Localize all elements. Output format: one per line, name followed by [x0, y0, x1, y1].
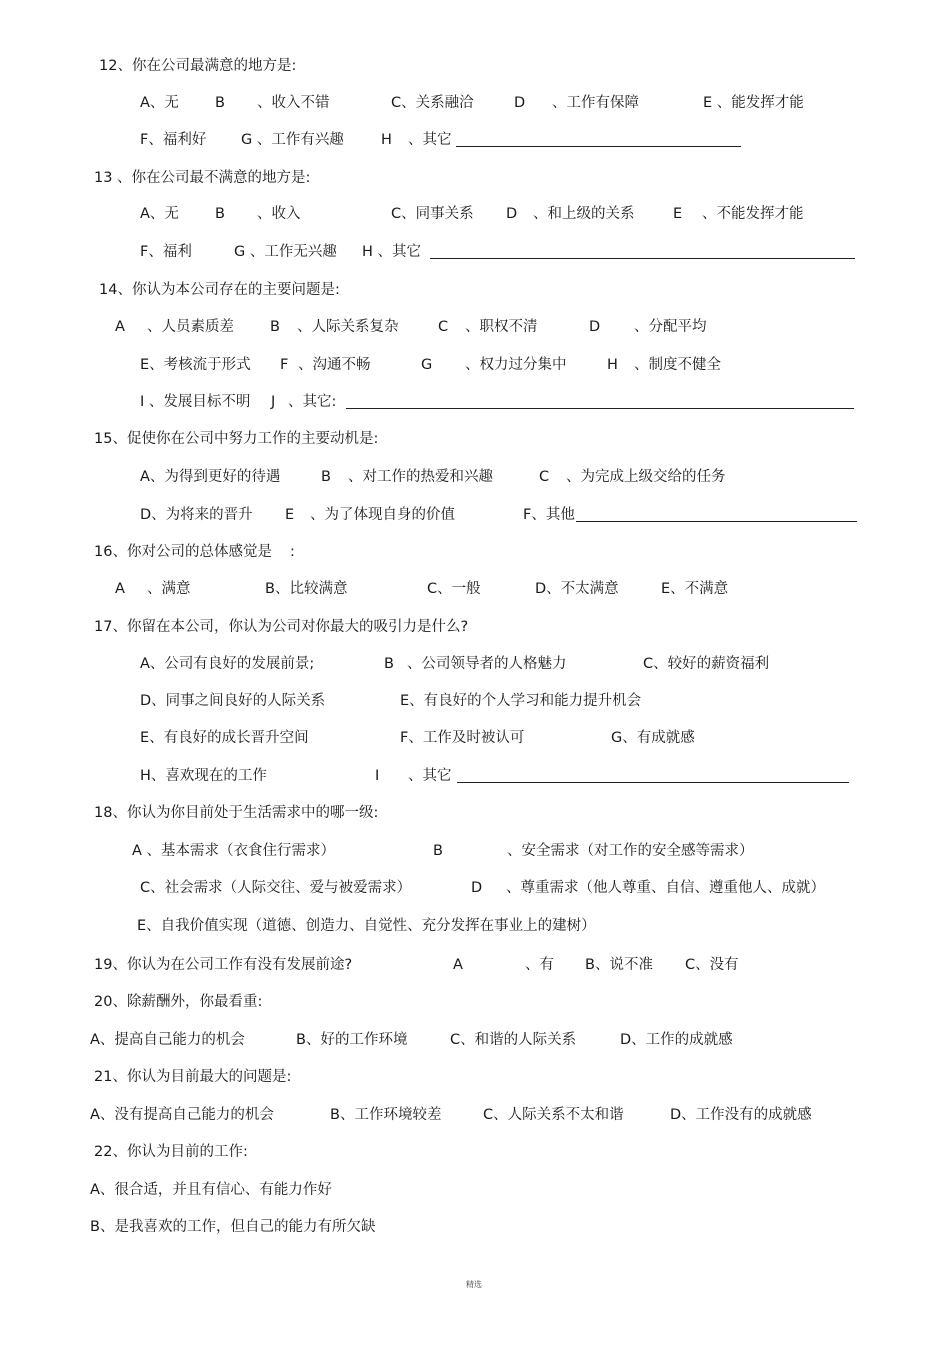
q16-option-a-text: 、满意: [147, 581, 191, 597]
q16-option-e: E、不满意: [661, 581, 729, 597]
q22-option-b: B、是我喜欢的工作，但自己的能力有所欠缺: [90, 1219, 376, 1235]
question-20-title: 20、除薪酬外，你最看重:: [94, 994, 263, 1010]
q15-option-d: D、为将来的晋升: [140, 507, 253, 523]
q13-option-b-letter: B: [215, 206, 225, 222]
q13-option-d-letter: D: [506, 206, 518, 222]
q18-option-c: C、社会需求（人际交往、爱与被爱需求）: [140, 880, 412, 896]
q18-option-d-letter: D: [471, 880, 483, 896]
q12-option-g: G 、工作有兴趣: [241, 132, 344, 148]
question-15-title: 15、促使你在公司中努力工作的主要动机是:: [94, 431, 379, 447]
question-19-title: 19、你认为在公司工作有没有发展前途?: [94, 957, 353, 973]
q14-option-h-letter: H: [607, 357, 618, 373]
q17-option-c: C、较好的薪资福利: [643, 656, 770, 672]
q14-option-c-letter: C: [438, 319, 449, 335]
q13-option-e-text: 、不能发挥才能: [702, 206, 804, 222]
q17-option-i-letter: I: [375, 768, 380, 784]
q14-option-b-text: 、人际关系复杂: [297, 319, 399, 335]
q16-option-a-letter: A: [115, 581, 125, 597]
q14-option-b-letter: B: [270, 319, 280, 335]
q17-option-e1: E、有良好的个人学习和能力提升机会: [400, 693, 642, 709]
q17-option-d: D、同事之间良好的人际关系: [140, 693, 326, 709]
q14-option-j-text: 、其它:: [288, 394, 337, 410]
question-12-title: 12、你在公司最满意的地方是:: [99, 58, 297, 74]
q19-option-a-letter: A: [453, 957, 463, 973]
q16-option-d: D、不太满意: [535, 581, 619, 597]
q19-option-b: B、说不准: [585, 957, 653, 973]
question-22-title: 22、你认为目前的工作:: [94, 1144, 248, 1160]
q15-option-b-text: 、对工作的热爱和兴趣: [348, 469, 493, 485]
q15-option-a: A、为得到更好的待遇: [140, 469, 281, 485]
q19-option-c: C、没有: [685, 957, 739, 973]
q17-option-g: G、有成就感: [611, 730, 695, 746]
question-18-title: 18、你认为你目前处于生活需求中的哪一级:: [94, 805, 379, 821]
q15-other-blank[interactable]: [576, 521, 857, 522]
q18-option-d-text: 、尊重需求（他人尊重、自信、遵重他人、成就）: [506, 880, 825, 896]
q18-option-b-letter: B: [433, 843, 443, 859]
q15-option-f: F、其他: [523, 507, 575, 523]
q13-option-b-text: 、收入: [257, 206, 301, 222]
q17-option-f: F、工作及时被认可: [400, 730, 525, 746]
q13-option-d-text: 、和上级的关系: [533, 206, 635, 222]
q13-option-a: A、无: [140, 206, 179, 222]
question-17-title: 17、你留在本公司，你认为公司对你最大的吸引力是什么?: [94, 619, 469, 635]
q12-option-h-letter: H: [381, 132, 392, 148]
q14-option-f-letter: F: [280, 357, 289, 373]
q21-option-d: D、工作没有的成就感: [670, 1107, 812, 1123]
q15-option-e-letter: E: [285, 507, 295, 523]
question-16-title: 16、你对公司的总体感觉是: [94, 544, 272, 560]
q12-option-b-letter: B: [215, 95, 225, 111]
q15-option-c-letter: C: [539, 469, 550, 485]
q12-other-blank[interactable]: [456, 146, 741, 147]
q16-title-colon: :: [290, 544, 295, 560]
q14-option-c-text: 、职权不清: [465, 319, 538, 335]
question-14-title: 14、你认为本公司存在的主要问题是:: [99, 282, 340, 298]
q14-option-a-letter: A: [115, 319, 125, 335]
question-21-title: 21、你认为目前最大的问题是:: [94, 1069, 292, 1085]
q13-option-h: H 、其它: [362, 244, 422, 260]
q14-option-e: E、考核流于形式: [140, 357, 251, 373]
q17-option-a: A、公司有良好的发展前景;: [140, 656, 315, 672]
q14-option-d-letter: D: [589, 319, 601, 335]
q19-option-a-text: 、有: [525, 957, 554, 973]
q14-option-i: I 、发展目标不明: [140, 394, 251, 410]
page-footer-mark: 精选: [466, 1280, 482, 1289]
q12-option-f: F、福利好: [140, 132, 207, 148]
q18-option-b-text: 、安全需求（对工作的安全感等需求）: [507, 843, 754, 859]
q12-option-h-text: 、其它: [408, 132, 452, 148]
q12-option-d-text: 、工作有保障: [552, 95, 639, 111]
q12-option-e: E 、能发挥才能: [703, 95, 804, 111]
q14-other-blank[interactable]: [346, 408, 854, 409]
q20-option-c: C、和谐的人际关系: [450, 1032, 577, 1048]
q12-option-b-text: 、收入不错: [257, 95, 330, 111]
q17-option-b-letter: B: [384, 656, 394, 672]
q20-option-a: A、提高自己能力的机会: [90, 1032, 245, 1048]
q17-option-h: H、喜欢现在的工作: [140, 768, 267, 784]
q20-option-b: B、好的工作环境: [296, 1032, 408, 1048]
q14-option-a-text: 、人员素质差: [147, 319, 234, 335]
q16-option-c: C、一般: [427, 581, 481, 597]
q22-option-a: A、很合适，并且有信心、有能力作好: [90, 1182, 332, 1198]
q18-option-e: E、自我价值实现（道德、创造力、自觉性、充分发挥在事业上的建树）: [137, 918, 596, 934]
q17-option-i-text: 、其它: [408, 768, 452, 784]
q12-option-c: C、关系融洽: [391, 95, 474, 111]
q14-option-g-text: 、权力过分集中: [465, 357, 567, 373]
q15-option-b-letter: B: [321, 469, 331, 485]
q17-option-b-text: 、公司领导者的人格魅力: [407, 656, 567, 672]
q15-option-e-text: 、为了体现自身的价值: [310, 507, 455, 523]
q14-option-h-text: 、制度不健全: [634, 357, 721, 373]
q21-option-b: B、工作环境较差: [330, 1107, 442, 1123]
q15-option-c-text: 、为完成上级交给的任务: [566, 469, 726, 485]
q12-option-a: A、无: [140, 95, 179, 111]
q21-option-c: C、人际关系不太和谐: [483, 1107, 624, 1123]
q21-option-a: A、没有提高自己能力的机会: [90, 1107, 274, 1123]
q13-other-blank[interactable]: [430, 258, 855, 259]
q16-option-b: B、比较满意: [265, 581, 348, 597]
q14-option-j-letter: J: [271, 394, 276, 410]
q17-option-e2: E、有良好的成长晋升空间: [140, 730, 309, 746]
q13-option-c: C、同事关系: [391, 206, 474, 222]
q13-option-g: G 、工作无兴趣: [234, 244, 337, 260]
q14-option-d-text: 、分配平均: [634, 319, 707, 335]
question-13-title: 13 、你在公司最不满意的地方是:: [94, 170, 311, 186]
q20-option-d: D、工作的成就感: [620, 1032, 733, 1048]
q18-option-a: A 、基本需求（衣食住行需求）: [132, 843, 336, 859]
q12-option-d-letter: D: [514, 95, 526, 111]
q14-option-f-text: 、沟通不畅: [298, 357, 371, 373]
q17-other-blank[interactable]: [457, 782, 849, 783]
q13-option-f: F、福利: [140, 244, 192, 260]
q14-option-g-letter: G: [421, 357, 433, 373]
q13-option-e-letter: E: [673, 206, 683, 222]
